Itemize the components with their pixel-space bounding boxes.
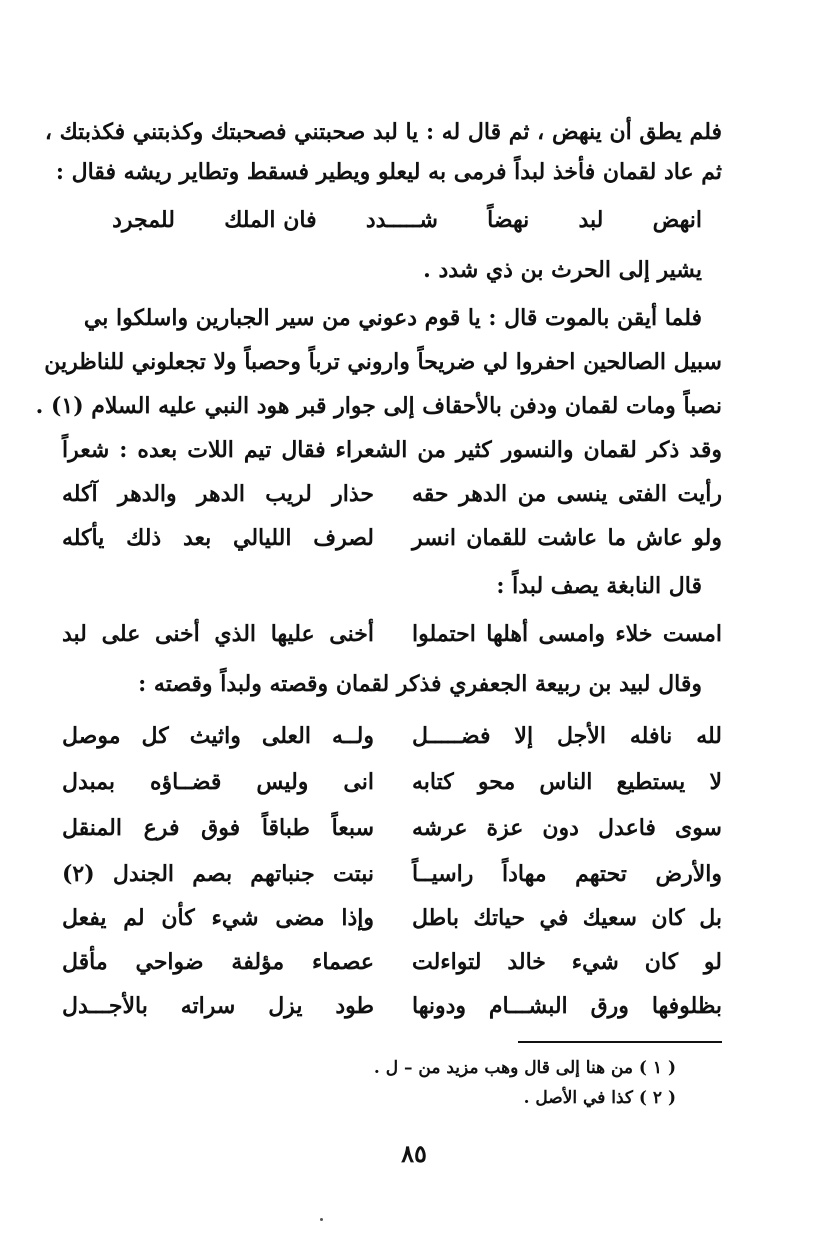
text-line: فلما أيقن بالموت قال : يا قوم دعوني من سير الجبارين واسلكوا بي (83, 305, 702, 331)
verse-word: للمجرد (112, 207, 175, 233)
verse-line (62, 898, 722, 938)
text-line: يشير إلى الحرث بن ذي شدد . (423, 257, 702, 283)
verse-line (62, 716, 722, 756)
verse-word: فان الملك (224, 207, 317, 233)
footnote: ( ٢ ) كذا في الأصل . (523, 1088, 676, 1108)
verse-line (62, 474, 722, 514)
text-line: فلم يطق أن ينهض ، ثم قال له : يا لبد صحبتني فصحبتك وكذبتني فكذبتك ، (44, 119, 722, 145)
verse-hemistich: لصرف الليالي بعد ذلك يأكله (62, 525, 374, 551)
text-line: نصباً ومات لقمان ودفن بالأحقاف إلى جوار قبر هود النبي عليه السلام (١) . (35, 393, 722, 419)
text-line: وقد ذكر لقمان والنسور كثير من الشعراء فقال تيم اللات بعده : شعراً (62, 437, 722, 463)
verse-line (62, 942, 722, 982)
verse-hemistich: رأيت الفتى ينسى من الدهر حقه (412, 481, 722, 507)
verse-hemistich: والأرض تحتهم مهاداً راسيــاً (412, 861, 722, 887)
verse-hemistich: انى وليس قضــاؤه بمبدل (62, 769, 374, 795)
verse-hemistich: لله نافله الأجل إلا فضـــــل (412, 723, 722, 749)
text-line: سبيل الصالحين احفروا لي ضريحاً واروني ترباً وحصباً ولا تجعلوني للناظرين (44, 349, 722, 375)
text-line: وقال لبيد بن ربيعة الجعفري فذكر لقمان وقصته ولبداً وقصته : (138, 671, 702, 697)
footnote: ( ١ ) من هنا إلى قال وهب مزيد من – ل . (373, 1058, 676, 1078)
verse-word: لبد (578, 207, 604, 233)
verse-hemistich: لو كان شيء خالد لتواءلت (412, 949, 722, 975)
verse-hemistich: سبعاً طباقاً فوق فرع المنقل (62, 815, 374, 841)
verse-line (62, 762, 722, 802)
verse-hemistich: وإذا مضى شيء كأن لم يفعل (62, 905, 374, 931)
verse-line (112, 200, 702, 240)
verse-line (62, 614, 722, 654)
verse-hemistich: عصماء مؤلفة ضواحي مأقل (62, 949, 374, 975)
verse-hemistich: بظلوفها ورق البشـــام ودونها (412, 993, 722, 1019)
verse-word: نهضاً (487, 207, 530, 233)
text-line: قال النابغة يصف لبداً : (496, 573, 702, 599)
verse-hemistich: طود يزل سراته بالأجـــدل (62, 993, 374, 1019)
verse-hemistich: امست خلاء وامسى أهلها احتملوا (412, 621, 722, 647)
verse-hemistich: ولــه العلى واثيث كل موصل (62, 723, 374, 749)
verse-hemistich: أخنى عليها الذي أخنى على لبد (62, 621, 374, 647)
verse-hemistich: بل كان سعيك في حياتك باطل (412, 905, 722, 931)
scan-speck (320, 1218, 323, 1221)
verse-hemistich: نبتت جنباتهم بصم الجندل (٢) (62, 861, 374, 887)
verse-hemistich: لا يستطيع الناس محو كتابه (412, 769, 722, 795)
footnote-divider (518, 1041, 722, 1043)
verse-word: انهض (652, 207, 702, 233)
text-line: ثم عاد لقمان فأخذ لبداً فرمى به ليعلو ويطير فسقط وتطاير ريشه فقال : (55, 159, 722, 185)
verse-hemistich: سوى فاعدل دون عزة عرشه (412, 815, 722, 841)
verse-hemistich: ولو عاش ما عاشت للقمان انسر (412, 525, 722, 551)
verse-line (62, 518, 722, 558)
verse-hemistich: حذار لريب الدهر والدهر آكله (62, 481, 374, 507)
verse-line (62, 808, 722, 848)
verse-word: شـــــدد (365, 207, 438, 233)
page-number: ٨٥ (401, 1139, 427, 1168)
verse-line (62, 854, 722, 894)
verse-line (62, 986, 722, 1026)
